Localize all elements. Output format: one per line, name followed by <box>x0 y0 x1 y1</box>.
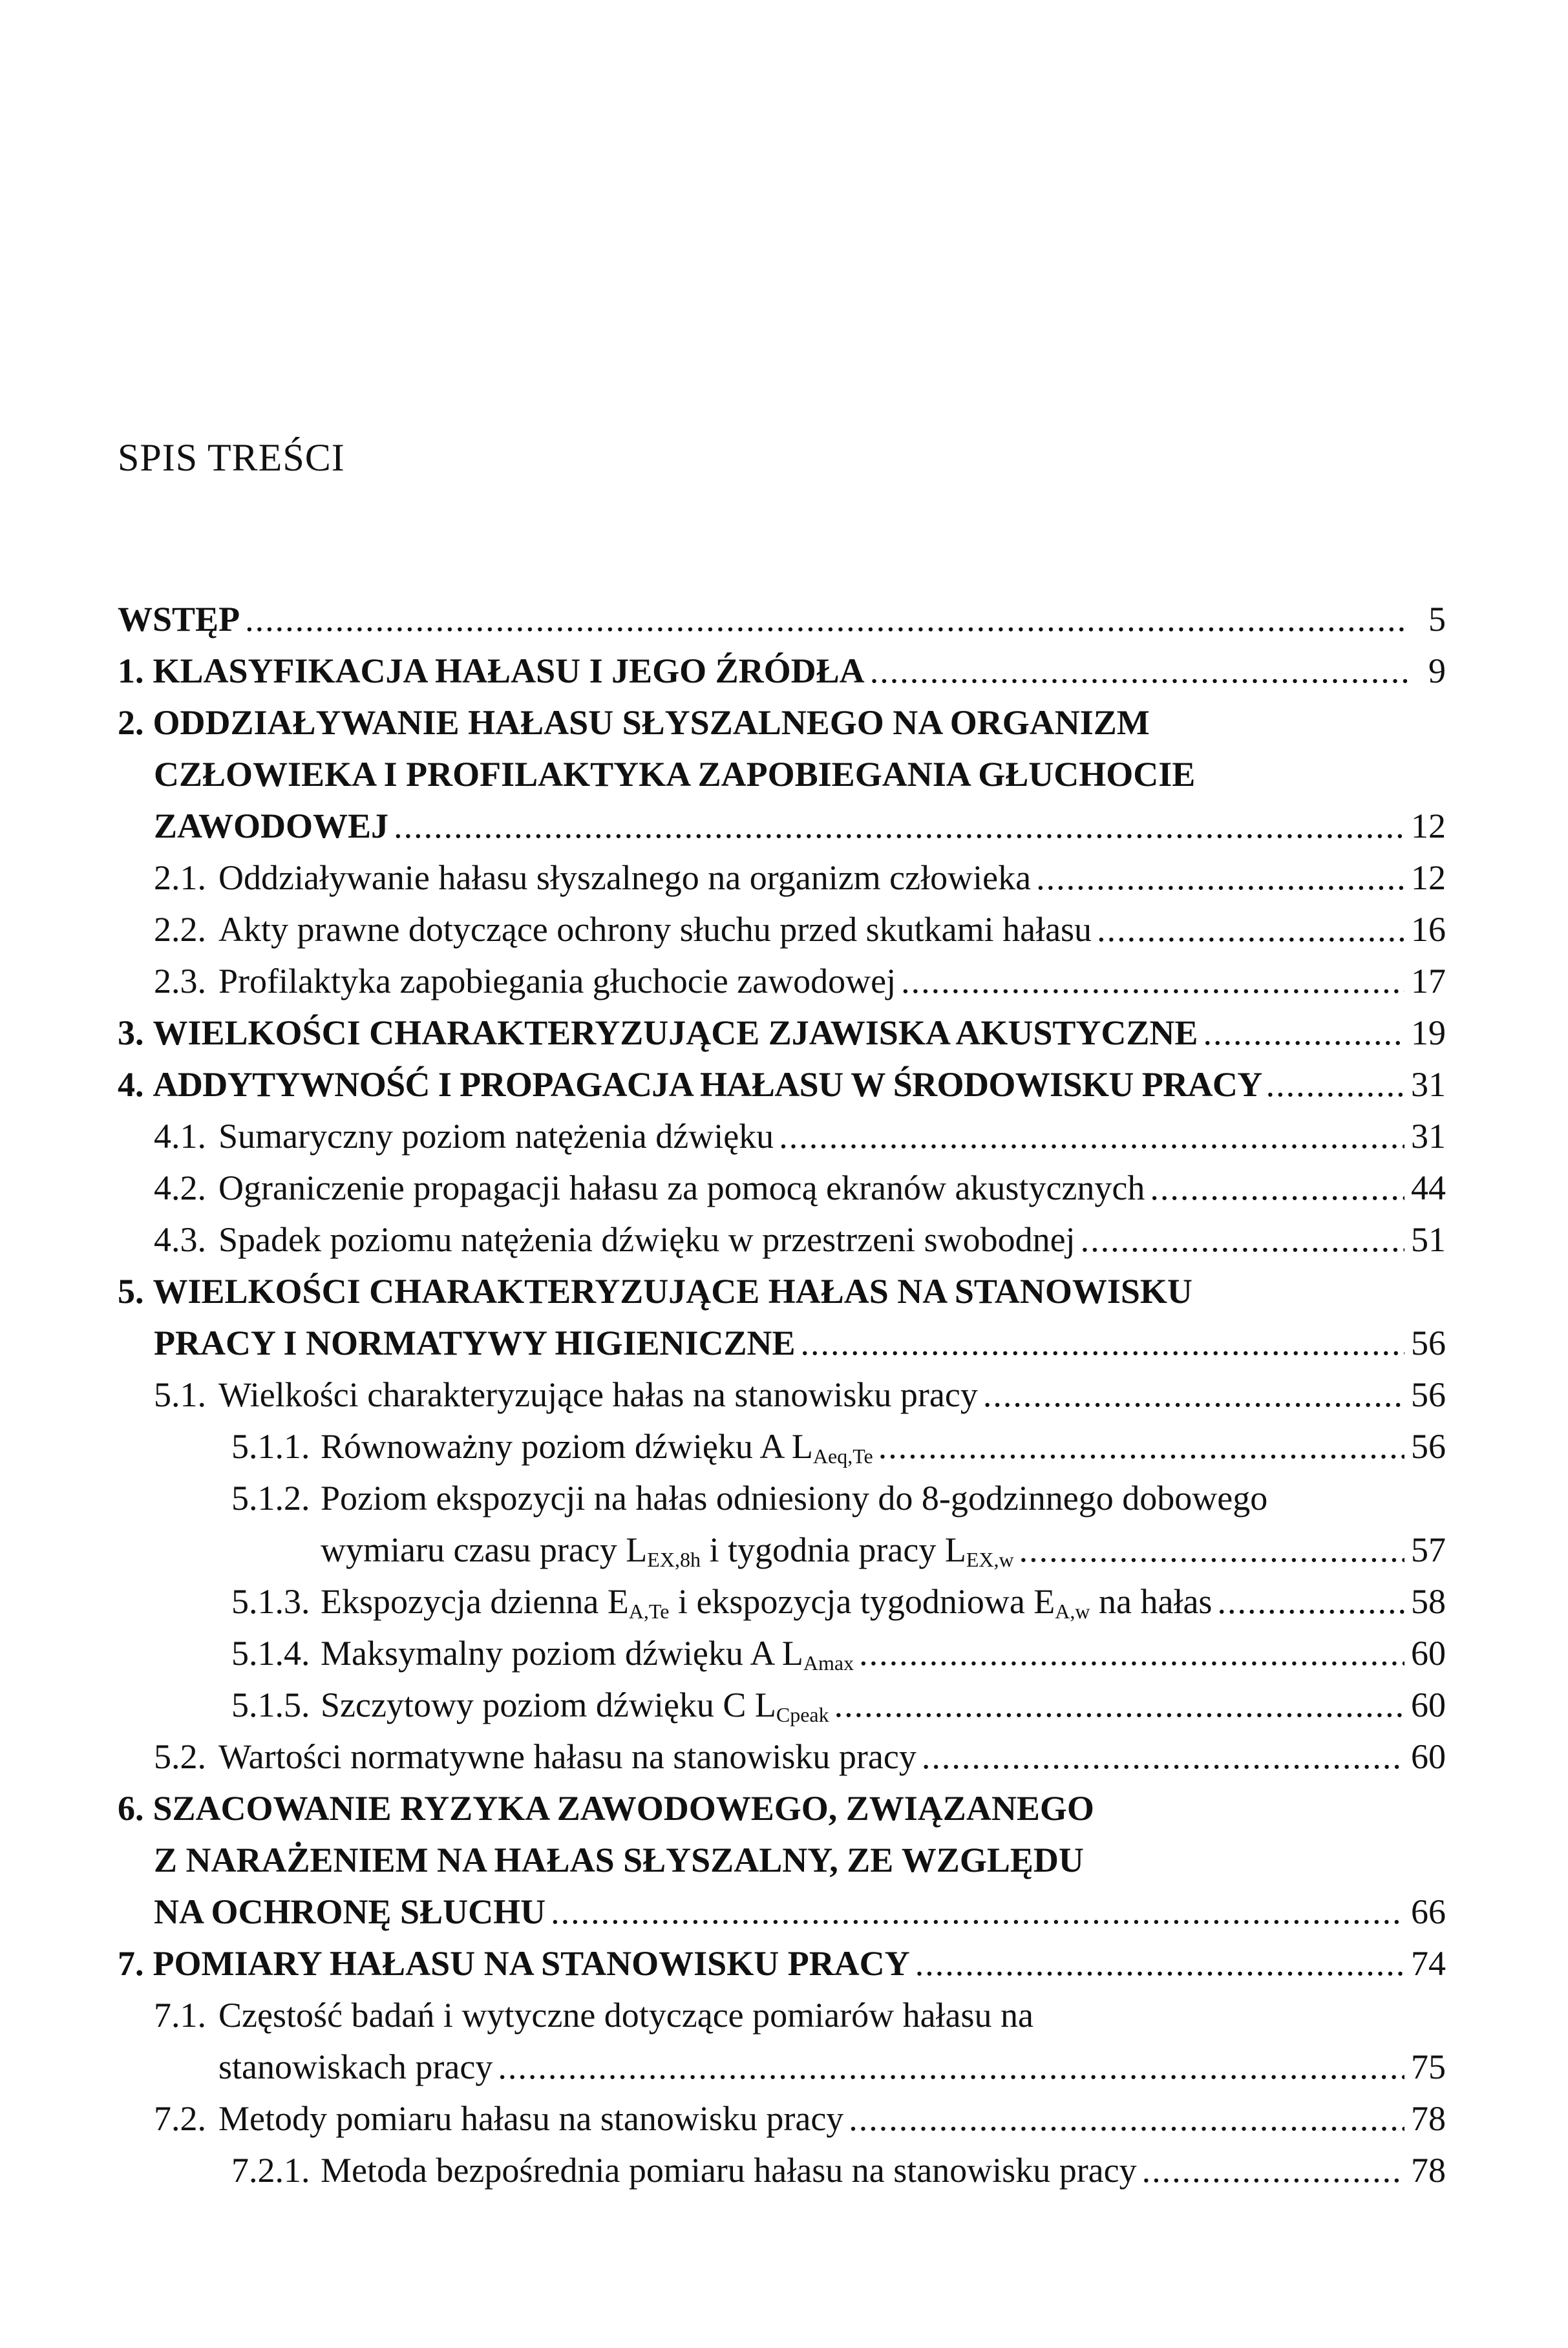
toc-entry-title: Wielkości charakteryzujące hałas na stanowisku pracy <box>218 1375 978 1414</box>
toc-entry-number: 5.1. <box>154 1375 206 1414</box>
dot-leader <box>1142 2144 1404 2196</box>
toc-entry-number: 5.1.4. <box>231 1634 310 1673</box>
toc-entry-continuation: ZAWODOWEJ <box>154 807 389 845</box>
toc-entry-2-2 <box>118 904 1446 955</box>
toc-entry-title-text: Maksymalny poziom dźwięku A L <box>321 1634 803 1673</box>
toc-entry-7-2-1 <box>118 2144 1446 2196</box>
dot-leader <box>922 1731 1404 1782</box>
toc-entry-5-1 <box>118 1369 1446 1421</box>
dot-leader <box>394 800 1404 852</box>
toc-entry-title: Spadek poziomu natężenia dźwięku w przestrzeni swobodnej <box>218 1220 1075 1259</box>
toc-page-number: 31 <box>1411 1117 1446 1156</box>
toc-entry-text: wymiaru czasu pracy L <box>321 1530 648 1569</box>
toc-entry-text: Ekspozycja dzienna E <box>321 1582 629 1621</box>
toc-entry-5-1-2 <box>118 1472 1446 1576</box>
toc-entry-number: 5. <box>118 1272 144 1311</box>
toc-entry-7 <box>118 1938 1446 1989</box>
toc-entry-number: 4.1. <box>154 1117 206 1156</box>
toc-entry-number: 7.2.1. <box>231 2151 310 2190</box>
toc-page-number: 12 <box>1411 807 1446 845</box>
toc-entry-5-1-1 <box>118 1421 1446 1472</box>
toc-entry-title-text: Równoważny poziom dźwięku A L <box>321 1427 813 1466</box>
toc-entry-title: Metody pomiaru hałasu na stanowisku pracy <box>218 2099 844 2138</box>
toc-entry-title: WSTĘP <box>118 600 240 639</box>
toc-entry-number: 2.1. <box>154 858 206 897</box>
toc-entry-number: 4.3. <box>154 1220 206 1259</box>
dot-leader <box>983 1369 1404 1421</box>
toc-entry-title-text: Szczytowy poziom dźwięku C L <box>321 1686 776 1724</box>
toc-entry-number: 5.1.2. <box>231 1479 310 1518</box>
toc-page-number: 60 <box>1411 1634 1446 1673</box>
dot-leader <box>849 2093 1404 2144</box>
toc-entry-title: ODDZIAŁYWANIE HAŁASU SŁYSZALNEGO NA ORGANIZM <box>153 703 1150 742</box>
dot-leader <box>551 1886 1404 1938</box>
table-of-contents <box>118 593 1446 2196</box>
toc-entry-title: WIELKOŚCI CHARAKTERYZUJĄCE ZJAWISKA AKUSTYCZNE <box>153 1013 1198 1052</box>
toc-entry-continuation <box>321 1524 1014 1576</box>
toc-page-number: 74 <box>1411 1944 1446 1983</box>
toc-entry-number: 6. <box>118 1789 144 1828</box>
toc-entry-4 <box>118 1059 1446 1110</box>
toc-entry-title: Sumaryczny poziom natężenia dźwięku <box>218 1117 774 1156</box>
toc-entry-5-2 <box>118 1731 1446 1782</box>
dot-leader <box>1217 1576 1404 1627</box>
toc-entry-text: i ekspozycja tygodniowa E <box>669 1582 1055 1621</box>
toc-entry-number: 7.2. <box>154 2099 206 2138</box>
toc-entry-text: na hałas <box>1090 1582 1213 1621</box>
toc-entry-continuation: Z NARAŻENIEM NA HAŁAS SŁYSZALNY, ZE WZGLĘDU <box>154 1841 1084 1879</box>
toc-entry-number: 5.1.1. <box>231 1427 310 1466</box>
toc-entry-2-1 <box>118 852 1446 904</box>
toc-entry-number: 2.2. <box>154 910 206 949</box>
toc-entry-title: ADDYTYWNOŚĆ I PROPAGACJA HAŁASU W ŚRODOWISKU PRACY <box>153 1065 1262 1104</box>
toc-page-number: 66 <box>1411 1892 1446 1931</box>
toc-entry-title: SZACOWANIE RYZYKA ZAWODOWEGO, ZWIĄZANEGO <box>153 1789 1094 1828</box>
toc-page-number: 51 <box>1411 1220 1446 1259</box>
toc-entry-7-2 <box>118 2093 1446 2144</box>
toc-page-number: 31 <box>1411 1065 1446 1104</box>
dot-leader <box>779 1110 1404 1162</box>
dot-leader <box>245 593 1408 645</box>
dot-leader <box>915 1938 1404 1989</box>
toc-entry-wstep <box>118 593 1446 645</box>
toc-entry-title: Oddziaływanie hałasu słyszalnego na organizm człowieka <box>218 858 1032 897</box>
toc-entry-title <box>321 1421 873 1472</box>
dot-leader <box>1203 1007 1404 1059</box>
toc-page-number: 60 <box>1411 1686 1446 1724</box>
symbol-subscript: EX,w <box>966 1548 1014 1571</box>
dot-leader <box>1019 1524 1404 1576</box>
dot-leader <box>1036 852 1404 904</box>
toc-entry-5-1-3 <box>118 1576 1446 1627</box>
toc-entry-6 <box>118 1782 1446 1938</box>
toc-entry-continuation: CZŁOWIEKA I PROFILAKTYKA ZAPOBIEGANIA GŁUCHOCIE <box>154 755 1196 794</box>
symbol-subscript: Cpeak <box>776 1703 829 1726</box>
symbol-subscript: EX,8h <box>647 1548 701 1571</box>
toc-entry-title <box>321 1679 829 1731</box>
toc-entry-title: Częstość badań i wytyczne dotyczące pomiarów hałasu na <box>218 1996 1034 2035</box>
dot-leader <box>878 1421 1404 1472</box>
toc-entry-1 <box>118 645 1446 697</box>
toc-page-number: 56 <box>1411 1375 1446 1414</box>
toc-page-number: 17 <box>1411 962 1446 1000</box>
toc-entry-5-1-4 <box>118 1627 1446 1679</box>
dot-leader <box>859 1627 1404 1679</box>
toc-page-number: 78 <box>1411 2151 1446 2190</box>
toc-entry-text: i tygodnia pracy L <box>700 1530 966 1569</box>
dot-leader <box>1150 1162 1404 1214</box>
page-title: SPIS TREŚCI <box>118 436 345 479</box>
toc-page-number: 9 <box>1428 651 1446 690</box>
toc-page-number: 56 <box>1411 1324 1446 1362</box>
toc-page-number: 19 <box>1411 1013 1446 1052</box>
dot-leader <box>870 645 1408 697</box>
toc-entry-number: 4. <box>118 1065 144 1104</box>
dot-leader <box>901 955 1404 1007</box>
toc-entry-number: 3. <box>118 1013 144 1052</box>
toc-page-number: 78 <box>1411 2099 1446 2138</box>
toc-page-number: 58 <box>1411 1582 1446 1621</box>
toc-entry-continuation: NA OCHRONĘ SŁUCHU <box>154 1892 546 1931</box>
toc-entry-title: Akty prawne dotyczące ochrony słuchu przed skutkami hałasu <box>218 910 1092 949</box>
toc-entry-number: 7.1. <box>154 1996 206 2035</box>
toc-entry-title: KLASYFIKACJA HAŁASU I JEGO ŹRÓDŁA <box>153 651 865 690</box>
toc-entry-title: Ograniczenie propagacji hałasu za pomocą ekranów akustycznych <box>218 1169 1145 1207</box>
toc-page-number: 5 <box>1428 600 1446 639</box>
symbol-subscript: A,Te <box>628 1600 670 1623</box>
toc-entry-number: 2.3. <box>154 962 206 1000</box>
toc-entry-title: Poziom ekspozycji na hałas odniesiony do 8-godzinnego dobowego <box>321 1479 1268 1518</box>
dot-leader <box>1097 904 1404 955</box>
toc-entry-continuation: PRACY I NORMATYWY HIGIENICZNE <box>154 1324 796 1362</box>
toc-entry-number: 5.1.5. <box>231 1686 310 1724</box>
toc-entry-number: 7. <box>118 1944 144 1983</box>
toc-entry-number: 1. <box>118 651 144 690</box>
dot-leader <box>1081 1214 1404 1265</box>
toc-entry-title: Metoda bezpośrednia pomiaru hałasu na stanowisku pracy <box>321 2151 1137 2190</box>
toc-page-number: 60 <box>1411 1737 1446 1776</box>
toc-entry-5 <box>118 1265 1446 1369</box>
toc-entry-number: 5.1.3. <box>231 1582 310 1621</box>
dot-leader <box>834 1679 1404 1731</box>
toc-entry-3 <box>118 1007 1446 1059</box>
toc-page-number: 16 <box>1411 910 1446 949</box>
toc-entry-2-3 <box>118 955 1446 1007</box>
toc-page-number: 12 <box>1411 858 1446 897</box>
toc-entry-number: 5.2. <box>154 1737 206 1776</box>
toc-page-number: 56 <box>1411 1427 1446 1466</box>
toc-entry-4-2 <box>118 1162 1446 1214</box>
symbol-subscript: Amax <box>803 1651 854 1675</box>
toc-entry-2 <box>118 697 1446 852</box>
toc-entry-title: Wartości normatywne hałasu na stanowisku pracy <box>218 1737 916 1776</box>
dot-leader <box>801 1317 1404 1369</box>
dot-leader <box>498 2041 1404 2093</box>
toc-entry-title: Profilaktyka zapobiegania głuchocie zawodowej <box>218 962 896 1000</box>
toc-page-number: 57 <box>1411 1530 1446 1569</box>
toc-entry-4-1 <box>118 1110 1446 1162</box>
toc-entry-title: POMIARY HAŁASU NA STANOWISKU PRACY <box>153 1944 910 1983</box>
toc-entry-title <box>321 1627 854 1679</box>
symbol-subscript: Aeq,Te <box>812 1444 873 1468</box>
toc-entry-continuation: stanowiskach pracy <box>218 2047 493 2086</box>
dot-leader <box>1266 1059 1407 1110</box>
toc-entry-title: WIELKOŚCI CHARAKTERYZUJĄCE HAŁAS NA STANOWISKU <box>153 1272 1192 1311</box>
toc-entry-number: 2. <box>118 703 144 742</box>
toc-entry-7-1 <box>118 1989 1446 2093</box>
toc-entry-5-1-5 <box>118 1679 1446 1731</box>
toc-entry-title <box>321 1576 1212 1627</box>
toc-entry-number: 4.2. <box>154 1169 206 1207</box>
toc-page-number: 44 <box>1411 1169 1446 1207</box>
toc-entry-4-3 <box>118 1214 1446 1265</box>
toc-page-number: 75 <box>1411 2047 1446 2086</box>
symbol-subscript: A,w <box>1055 1600 1090 1623</box>
